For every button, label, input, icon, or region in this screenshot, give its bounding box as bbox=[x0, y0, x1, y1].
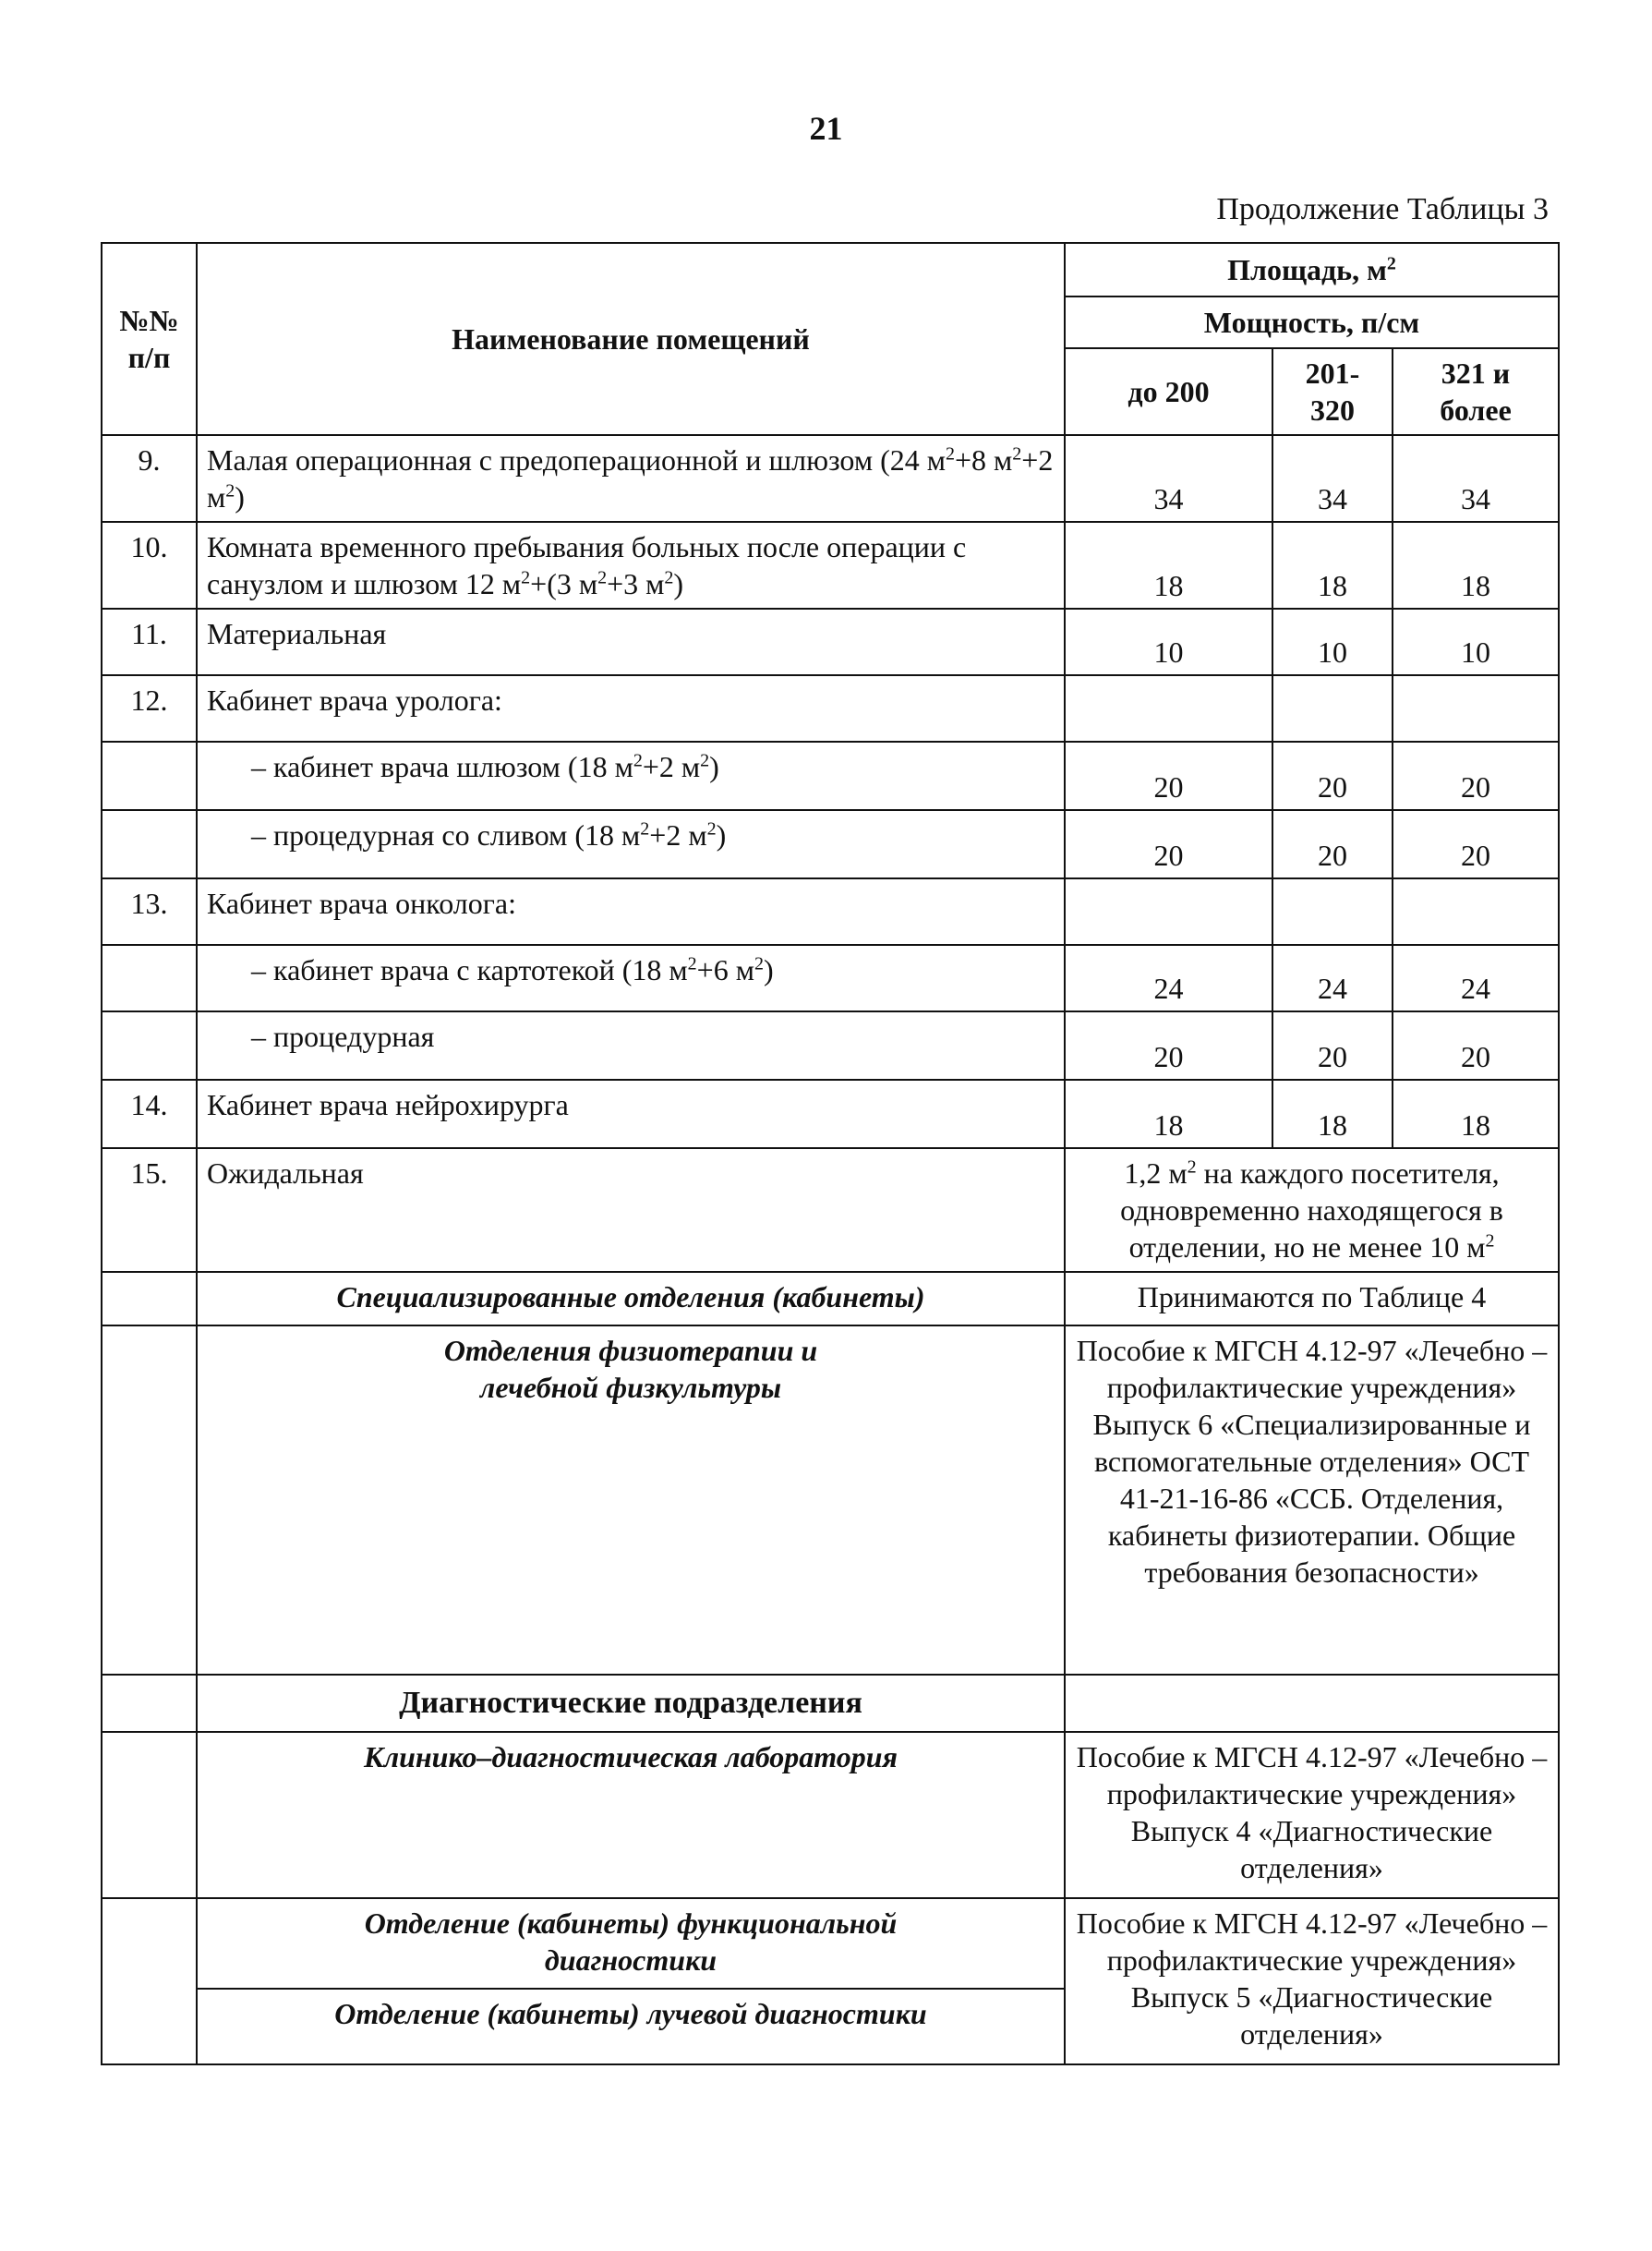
row-number: 14. bbox=[102, 1080, 197, 1148]
row-number: 9. bbox=[102, 435, 197, 522]
section-functional-note: Пособие к МГСН 4.12-97 «Лечебно – профилактические учреждения» Выпуск 5 «Диагностические отделения» bbox=[1065, 1898, 1559, 2064]
row-area-col3: 18 bbox=[1393, 1080, 1559, 1148]
row-area-col1: 24 bbox=[1065, 945, 1272, 1011]
table-row bbox=[102, 1011, 1559, 1080]
row-area-col2 bbox=[1272, 878, 1393, 945]
row-number bbox=[102, 1011, 197, 1080]
row-area-col3: 24 bbox=[1393, 945, 1559, 1011]
header-col2: 201- 320 bbox=[1272, 348, 1393, 435]
header-col3: 321 и более bbox=[1393, 348, 1559, 435]
table-row bbox=[102, 742, 1559, 810]
row-room-name: Кабинет врача уролога: bbox=[197, 675, 1065, 742]
row-area-col3: 10 bbox=[1393, 609, 1559, 675]
header-num: №№ п/п bbox=[102, 243, 197, 435]
header-area bbox=[1065, 243, 1559, 297]
row-area-col2: 34 bbox=[1272, 435, 1393, 522]
row-area-col3: 18 bbox=[1393, 522, 1559, 609]
section-num-empty bbox=[102, 1272, 197, 1325]
header-area-label: Площадь, м bbox=[1227, 253, 1387, 286]
section-num-empty bbox=[102, 1675, 197, 1732]
section-diagnostic-empty bbox=[1065, 1675, 1559, 1732]
row-area-col1: 20 bbox=[1065, 810, 1272, 878]
row-room-name: Ожидальная bbox=[197, 1148, 1065, 1272]
row-area-col2: 20 bbox=[1272, 1011, 1393, 1080]
row-room-name: – кабинет врача шлюзом (18 $м^2+2$ $м^2$) bbox=[197, 742, 1065, 810]
section-functional-title bbox=[197, 1898, 1065, 1989]
row-area-col1: 10 bbox=[1065, 609, 1272, 675]
section-num-empty bbox=[102, 1898, 197, 2064]
data-rows bbox=[102, 435, 1559, 1272]
section-diagnostic-title: Диагностические подразделения bbox=[197, 1675, 1065, 1732]
section-physio-note: Пособие к МГСН 4.12-97 «Лечебно – профилактические учреждения» Выпуск 6 «Специализированные и вспомогательные отделения» ОСТ 41-21-16-86 «ССБ. Отделения, кабинеты физиотерапии. Общие требования безопасности» bbox=[1065, 1325, 1559, 1675]
rooms-area-table bbox=[101, 242, 1560, 2065]
row-number bbox=[102, 742, 197, 810]
row-area-col1 bbox=[1065, 878, 1272, 945]
header-capacity: Мощность, п/см bbox=[1065, 297, 1559, 348]
table-row bbox=[102, 810, 1559, 878]
table-row bbox=[102, 675, 1559, 742]
row-area-col3: 20 bbox=[1393, 742, 1559, 810]
row-area-col2 bbox=[1272, 675, 1393, 742]
row-number: 15. bbox=[102, 1148, 197, 1272]
row-area-col1: 18 bbox=[1065, 1080, 1272, 1148]
row-area-col3 bbox=[1393, 878, 1559, 945]
row-room-name: Материальная bbox=[197, 609, 1065, 675]
row-area-col1: 34 bbox=[1065, 435, 1272, 522]
table-row bbox=[102, 609, 1559, 675]
row-room-name: – кабинет врача с картотекой (18 $м^2+6$ $м^2$) bbox=[197, 945, 1065, 1011]
section-physio-title bbox=[197, 1325, 1065, 1675]
section-radiology-title: Отделение (кабинеты) лучевой диагностики bbox=[197, 1989, 1065, 2064]
row-area-col3: 34 bbox=[1393, 435, 1559, 522]
table-row bbox=[102, 522, 1559, 609]
row-area-col2: 24 bbox=[1272, 945, 1393, 1011]
row-area-col2: 18 bbox=[1272, 522, 1393, 609]
row-room-name: Кабинет врача нейрохирурга bbox=[197, 1080, 1065, 1148]
section-specialized-note: Принимаются по Таблице 4 bbox=[1065, 1272, 1559, 1325]
row-area-col3 bbox=[1393, 675, 1559, 742]
table-row bbox=[102, 1148, 1559, 1272]
section-physio-title-text: Отделения физиотерапии и лечебной физкультуры bbox=[443, 1334, 818, 1404]
row-area-col2: 18 bbox=[1272, 1080, 1393, 1148]
section-functional-title-text: Отделение (кабинеты) функциональной диагностики bbox=[364, 1906, 898, 1977]
row-area-col2: 20 bbox=[1272, 742, 1393, 810]
row-area-col3: 20 bbox=[1393, 1011, 1559, 1080]
row-area-col1: 18 bbox=[1065, 522, 1272, 609]
row-room-name: Малая операционная с предоперационной и шлюзом (24 $м^2+8$ $м^2+2$ $м^2$) bbox=[197, 435, 1065, 522]
row-number bbox=[102, 945, 197, 1011]
header-col1: до 200 bbox=[1065, 348, 1272, 435]
table-row bbox=[102, 435, 1559, 522]
row-number: 11. bbox=[102, 609, 197, 675]
row-room-name: – процедурная bbox=[197, 1011, 1065, 1080]
row-number bbox=[102, 810, 197, 878]
section-specialized-title: Специализированные отделения (кабинеты) bbox=[197, 1272, 1065, 1325]
section-lab-note: Пособие к МГСН 4.12-97 «Лечебно – профилактические учреждения» Выпуск 4 «Диагностические отделения» bbox=[1065, 1732, 1559, 1898]
row-number: 12. bbox=[102, 675, 197, 742]
row-room-name: Комната временного пребывания больных после операции с санузлом и шлюзом 12 $м^2+(3$ $м^2+3$ $м^2$) bbox=[197, 522, 1065, 609]
header-name: Наименование помещений bbox=[197, 243, 1065, 435]
row-area-col1: 20 bbox=[1065, 742, 1272, 810]
table-row bbox=[102, 1080, 1559, 1148]
header-area-sup: 2 bbox=[1386, 253, 1396, 274]
section-num-empty bbox=[102, 1325, 197, 1675]
row-area-col1 bbox=[1065, 675, 1272, 742]
table-continuation-label: Продолжение Таблицы 3 bbox=[1216, 192, 1549, 226]
row-room-name: – процедурная со сливом (18 $м^2+2$ $м^2$) bbox=[197, 810, 1065, 878]
row-area-col2: 20 bbox=[1272, 810, 1393, 878]
row-area-note: 1,2 $м^2$ на каждого посетителя, одновременно находящегося в отделении, но не менее 10 $м^2$ bbox=[1065, 1148, 1559, 1272]
table-row bbox=[102, 945, 1559, 1011]
page-number: 21 bbox=[809, 110, 843, 147]
row-area-col2: 10 bbox=[1272, 609, 1393, 675]
row-area-col3: 20 bbox=[1393, 810, 1559, 878]
row-area-col1: 20 bbox=[1065, 1011, 1272, 1080]
row-number: 10. bbox=[102, 522, 197, 609]
row-number: 13. bbox=[102, 878, 197, 945]
row-room-name: Кабинет врача онколога: bbox=[197, 878, 1065, 945]
section-lab-title: Клинико–диагностическая лаборатория bbox=[197, 1732, 1065, 1898]
table-row bbox=[102, 878, 1559, 945]
section-num-empty bbox=[102, 1732, 197, 1898]
